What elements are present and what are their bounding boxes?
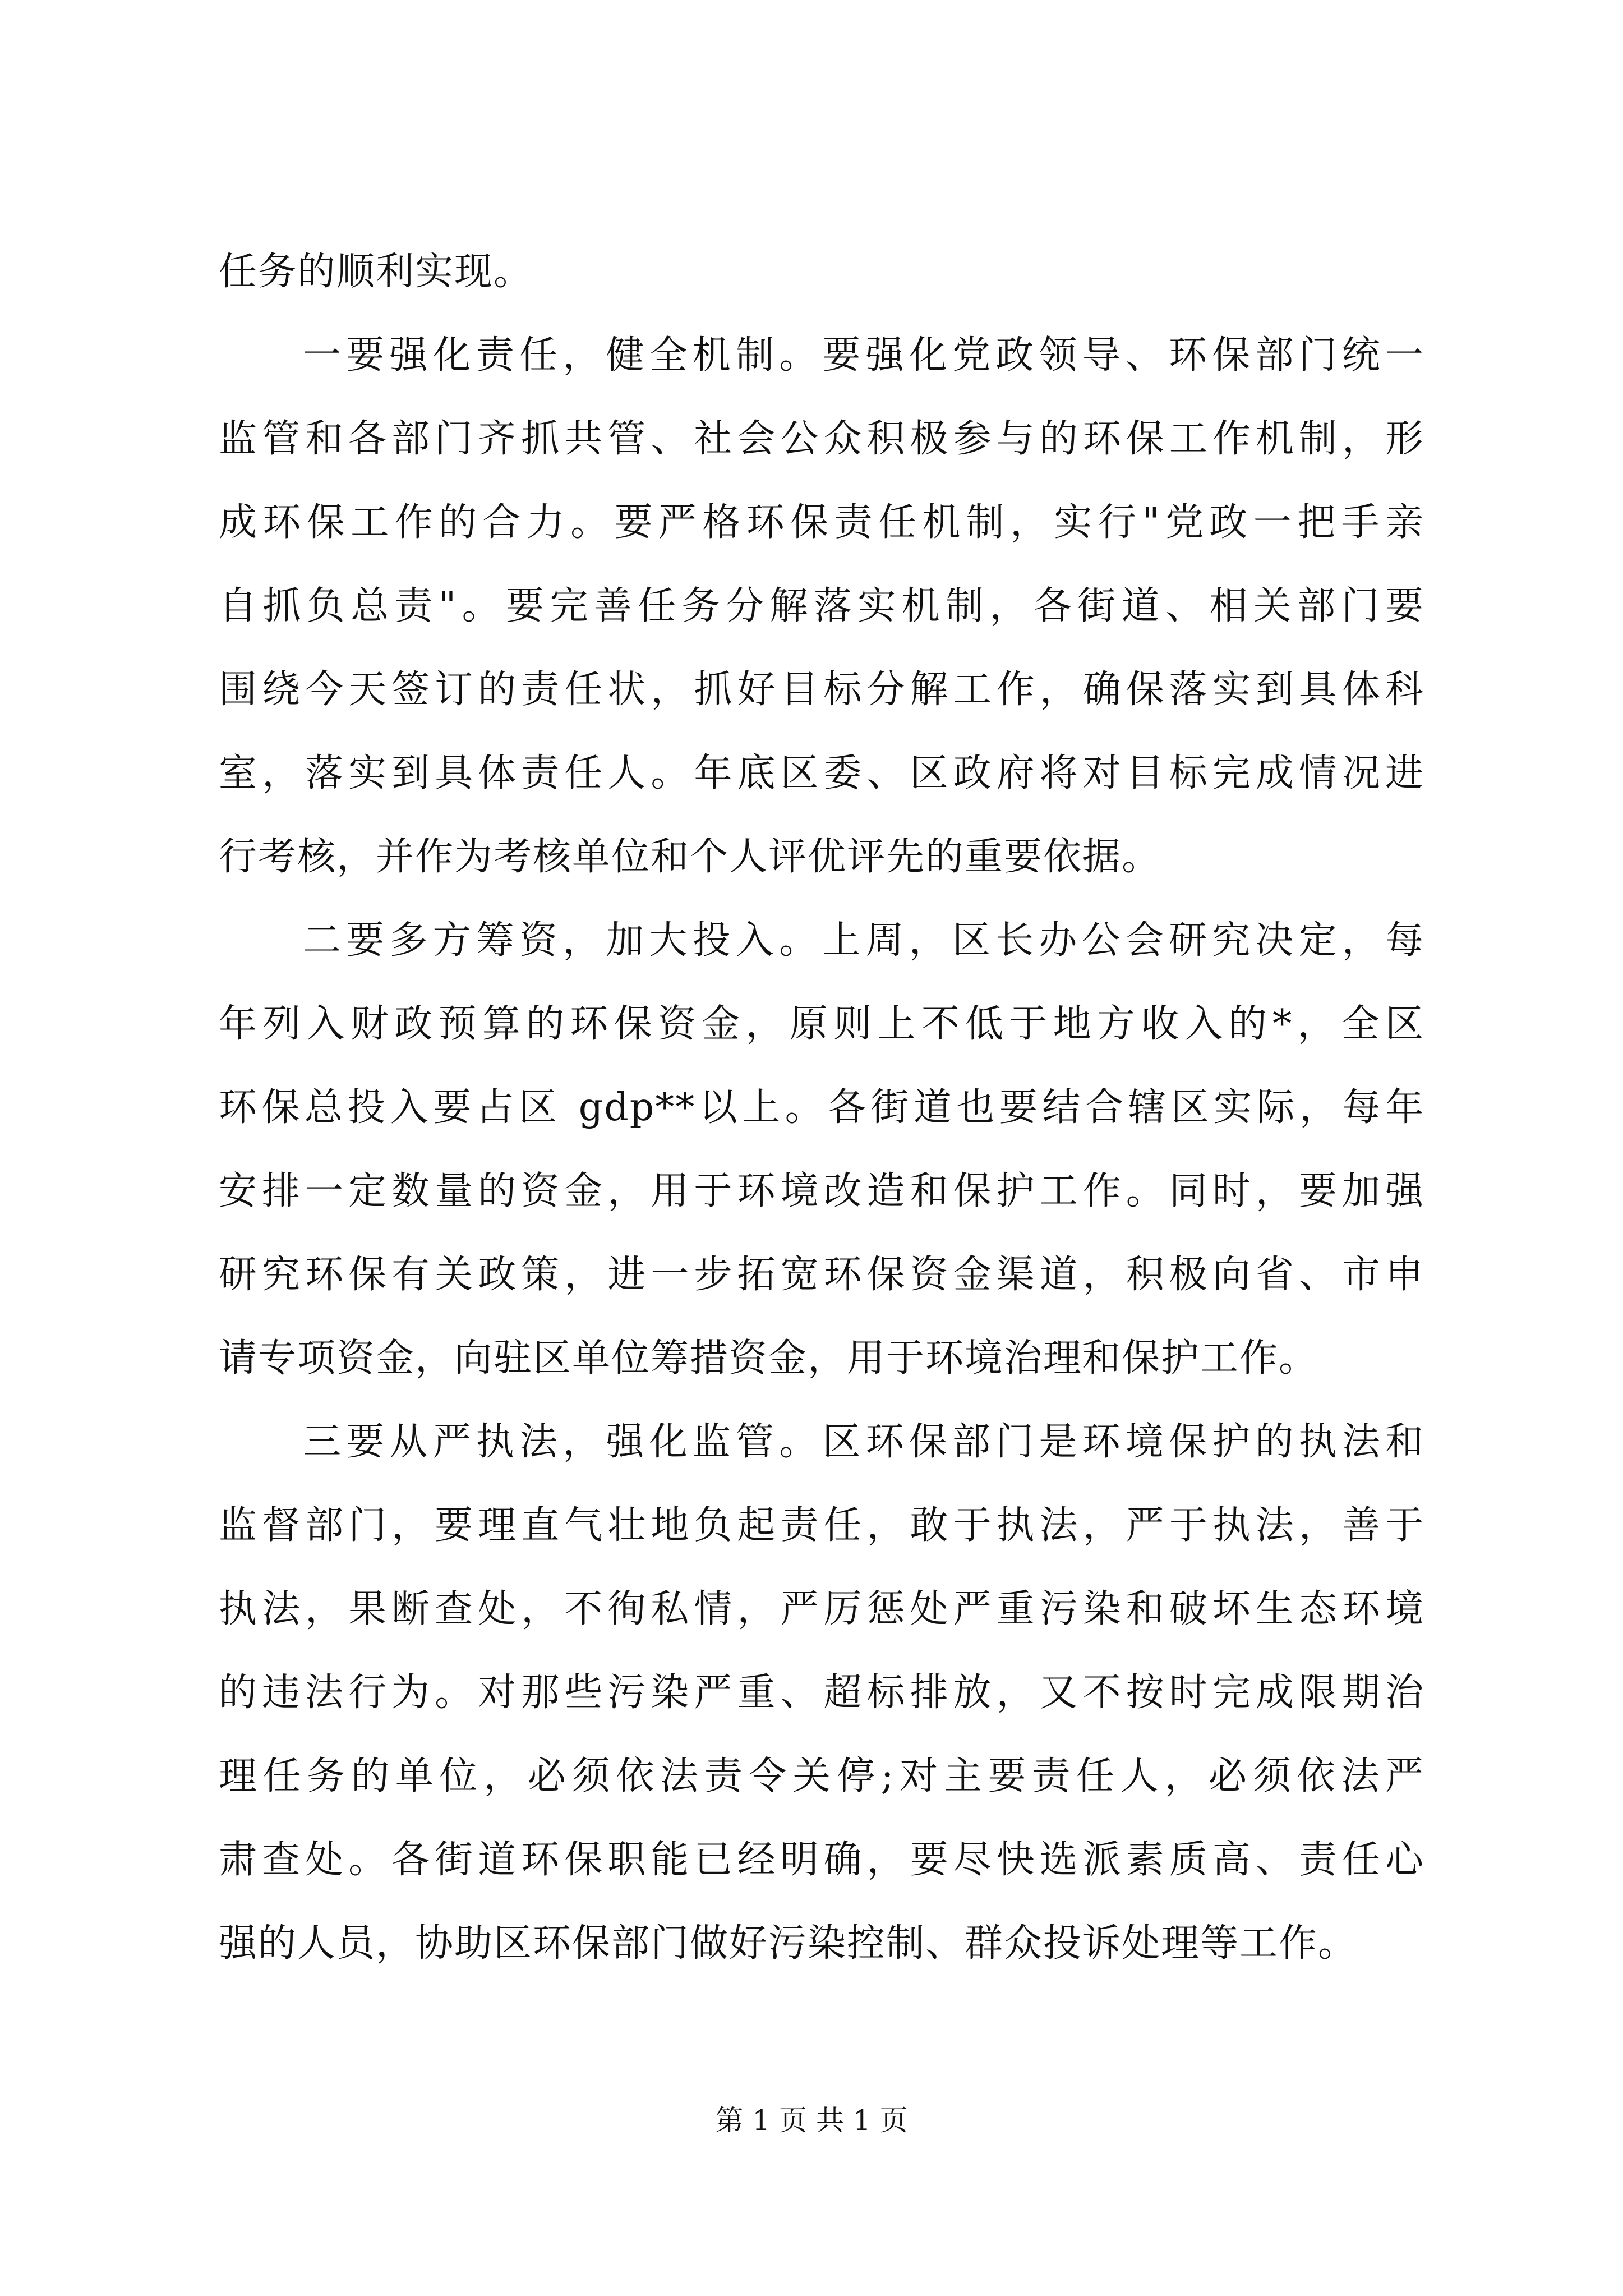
text-line: 行考核，并作为考核单位和个人评优评先的重要依据。 xyxy=(219,835,1161,879)
text-line: 成环保工作的合力。要严格环保责任机制，实行"党政一把手亲 xyxy=(219,500,1424,545)
text-line: 安排一定数量的资金，用于环境改造和保护工作。同时，要加强 xyxy=(219,1169,1424,1213)
text-line: 年列入财政预算的环保资金，原则上不低于地方收入的*，全区 xyxy=(219,1002,1424,1046)
text-line: 的违法行为。对那些污染严重、超标排放，又不按时完成限期治 xyxy=(219,1671,1424,1715)
paragraph-3-line: 三要从严执法，强化监管。区环保部门是环境保护的执法和 xyxy=(303,1420,1424,1464)
text-line: 环保总投入要占区 gdp**以上。各街道也要结合辖区实际，每年 xyxy=(219,1085,1424,1130)
paragraph-1-line: 一要强化责任，健全机制。要强化党政领导、环保部门统一 xyxy=(303,333,1424,378)
text-line: 任务的顺利实现。 xyxy=(219,250,533,294)
text-line: 室，落实到具体责任人。年底区委、区政府将对目标完成情况进 xyxy=(219,751,1424,795)
text-line: 监管和各部门齐抓共管、社会公众积极参与的环保工作机制，形 xyxy=(219,417,1424,461)
text-line: 自抓负总责"。要完善任务分解落实机制，各街道、相关部门要 xyxy=(219,584,1424,628)
text-line: 围绕今天签订的责任状，抓好目标分解工作，确保落实到具体科 xyxy=(219,668,1424,712)
text-line: 监督部门，要理直气壮地负起责任，敢于执法，严于执法，善于 xyxy=(219,1503,1424,1548)
text-line: 研究环保有关政策，进一步拓宽环保资金渠道，积极向省、市申 xyxy=(219,1253,1424,1297)
text-line: 执法，果断查处，不徇私情，严厉惩处严重污染和破坏生态环境 xyxy=(219,1587,1424,1631)
text-line: 肃查处。各街道环保职能已经明确，要尽快选派素质高、责任心 xyxy=(219,1838,1424,1882)
text-line: 理任务的单位，必须依法责令关停;对主要责任人，必须依法严 xyxy=(219,1754,1424,1798)
text-line: 请专项资金，向驻区单位筹措资金，用于环境治理和保护工作。 xyxy=(219,1336,1318,1381)
paragraph-2-line: 二要多方筹资，加大投入。上周，区长办公会研究决定，每 xyxy=(303,918,1424,963)
text-line: 强的人员，协助区环保部门做好污染控制、群众投诉处理等工作。 xyxy=(219,1921,1358,1966)
document-body xyxy=(219,230,1424,1985)
page-number-footer: 第 1 页 共 1 页 xyxy=(715,2104,908,2137)
